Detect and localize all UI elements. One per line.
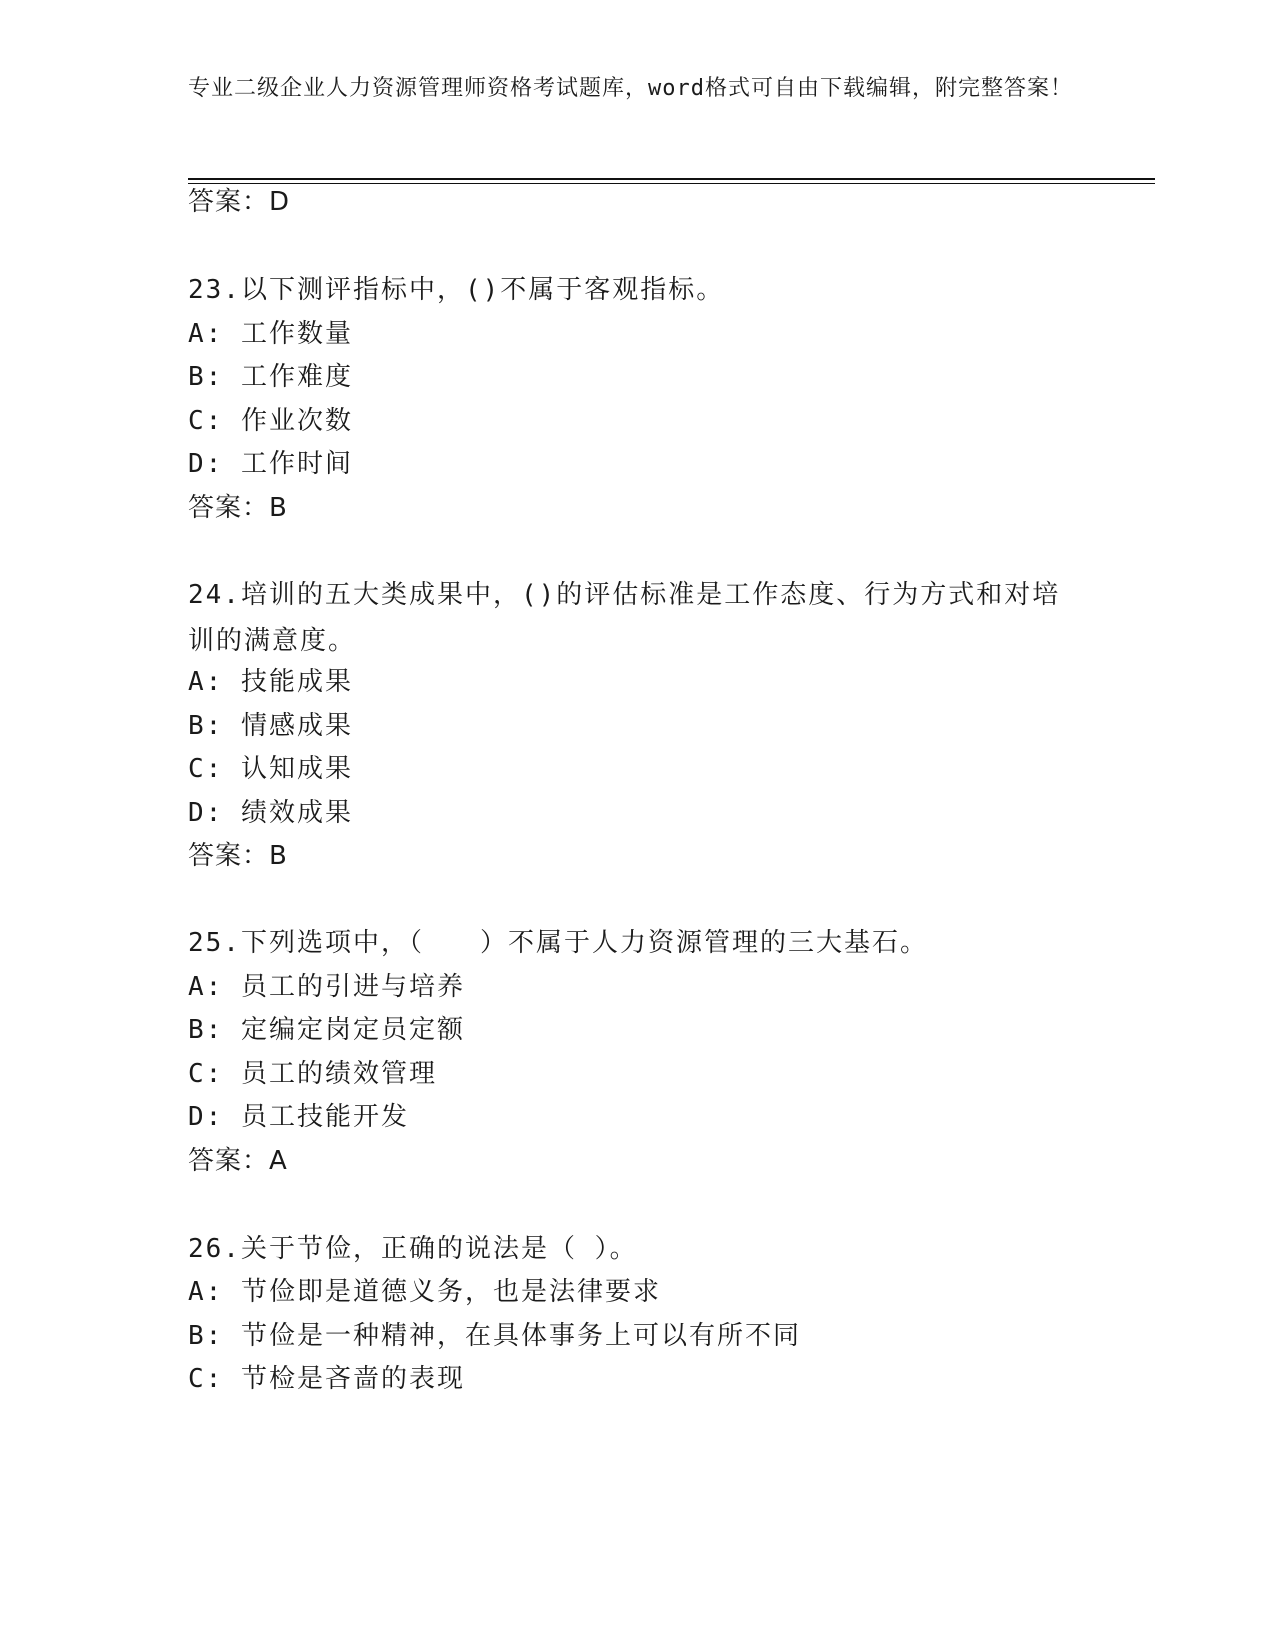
question-25-option-a: A: 员工的引进与培养: [188, 972, 465, 1002]
question-24-option-a: A: 技能成果: [188, 667, 353, 697]
question-24-answer: 答案：B: [188, 841, 288, 871]
question-25-option-b: B: 定编定岗定员定额: [188, 1015, 465, 1045]
header-divider-thin: [188, 183, 1155, 184]
header-divider-thick: [188, 178, 1155, 180]
question-23-stem: 23.以下测评指标中，()不属于客观指标。: [188, 275, 725, 305]
question-26-option-b: B: 节俭是一种精神，在具体事务上可以有所不同: [188, 1321, 801, 1351]
question-24-option-b: B: 情感成果: [188, 711, 353, 741]
document-header-note: 专业二级企业人力资源管理师资格考试题库，word格式可自由下载编辑，附完整答案！: [188, 76, 1073, 101]
question-25-answer: 答案：A: [188, 1146, 288, 1176]
question-24-stem: 24.培训的五大类成果中，()的评估标准是工作态度、行为方式和对培训的满意度。: [188, 580, 1061, 656]
question-24-option-d: D: 绩效成果: [188, 798, 353, 828]
answer-prev: 答案：D: [188, 187, 291, 217]
question-23-option-a: A: 工作数量: [188, 319, 353, 349]
question-25-stem: 25.下列选项中，（ ）不属于人力资源管理的三大基石。: [188, 928, 928, 958]
question-23-option-b: B: 工作难度: [188, 362, 353, 392]
question-23-answer: 答案：B: [188, 493, 288, 523]
question-26-option-c: C: 节检是吝啬的表现: [188, 1364, 465, 1394]
question-23-option-c: C: 作业次数: [188, 406, 353, 436]
question-25-option-c: C: 员工的绩效管理: [188, 1059, 437, 1089]
question-25-option-d: D: 员工技能开发: [188, 1102, 409, 1132]
question-24-option-c: C: 认知成果: [188, 754, 353, 784]
question-23-option-d: D: 工作时间: [188, 449, 353, 479]
question-26-stem: 26.关于节俭，正确的说法是（ ）。: [188, 1234, 638, 1264]
question-26-option-a: A: 节俭即是道德义务，也是法律要求: [188, 1277, 661, 1307]
